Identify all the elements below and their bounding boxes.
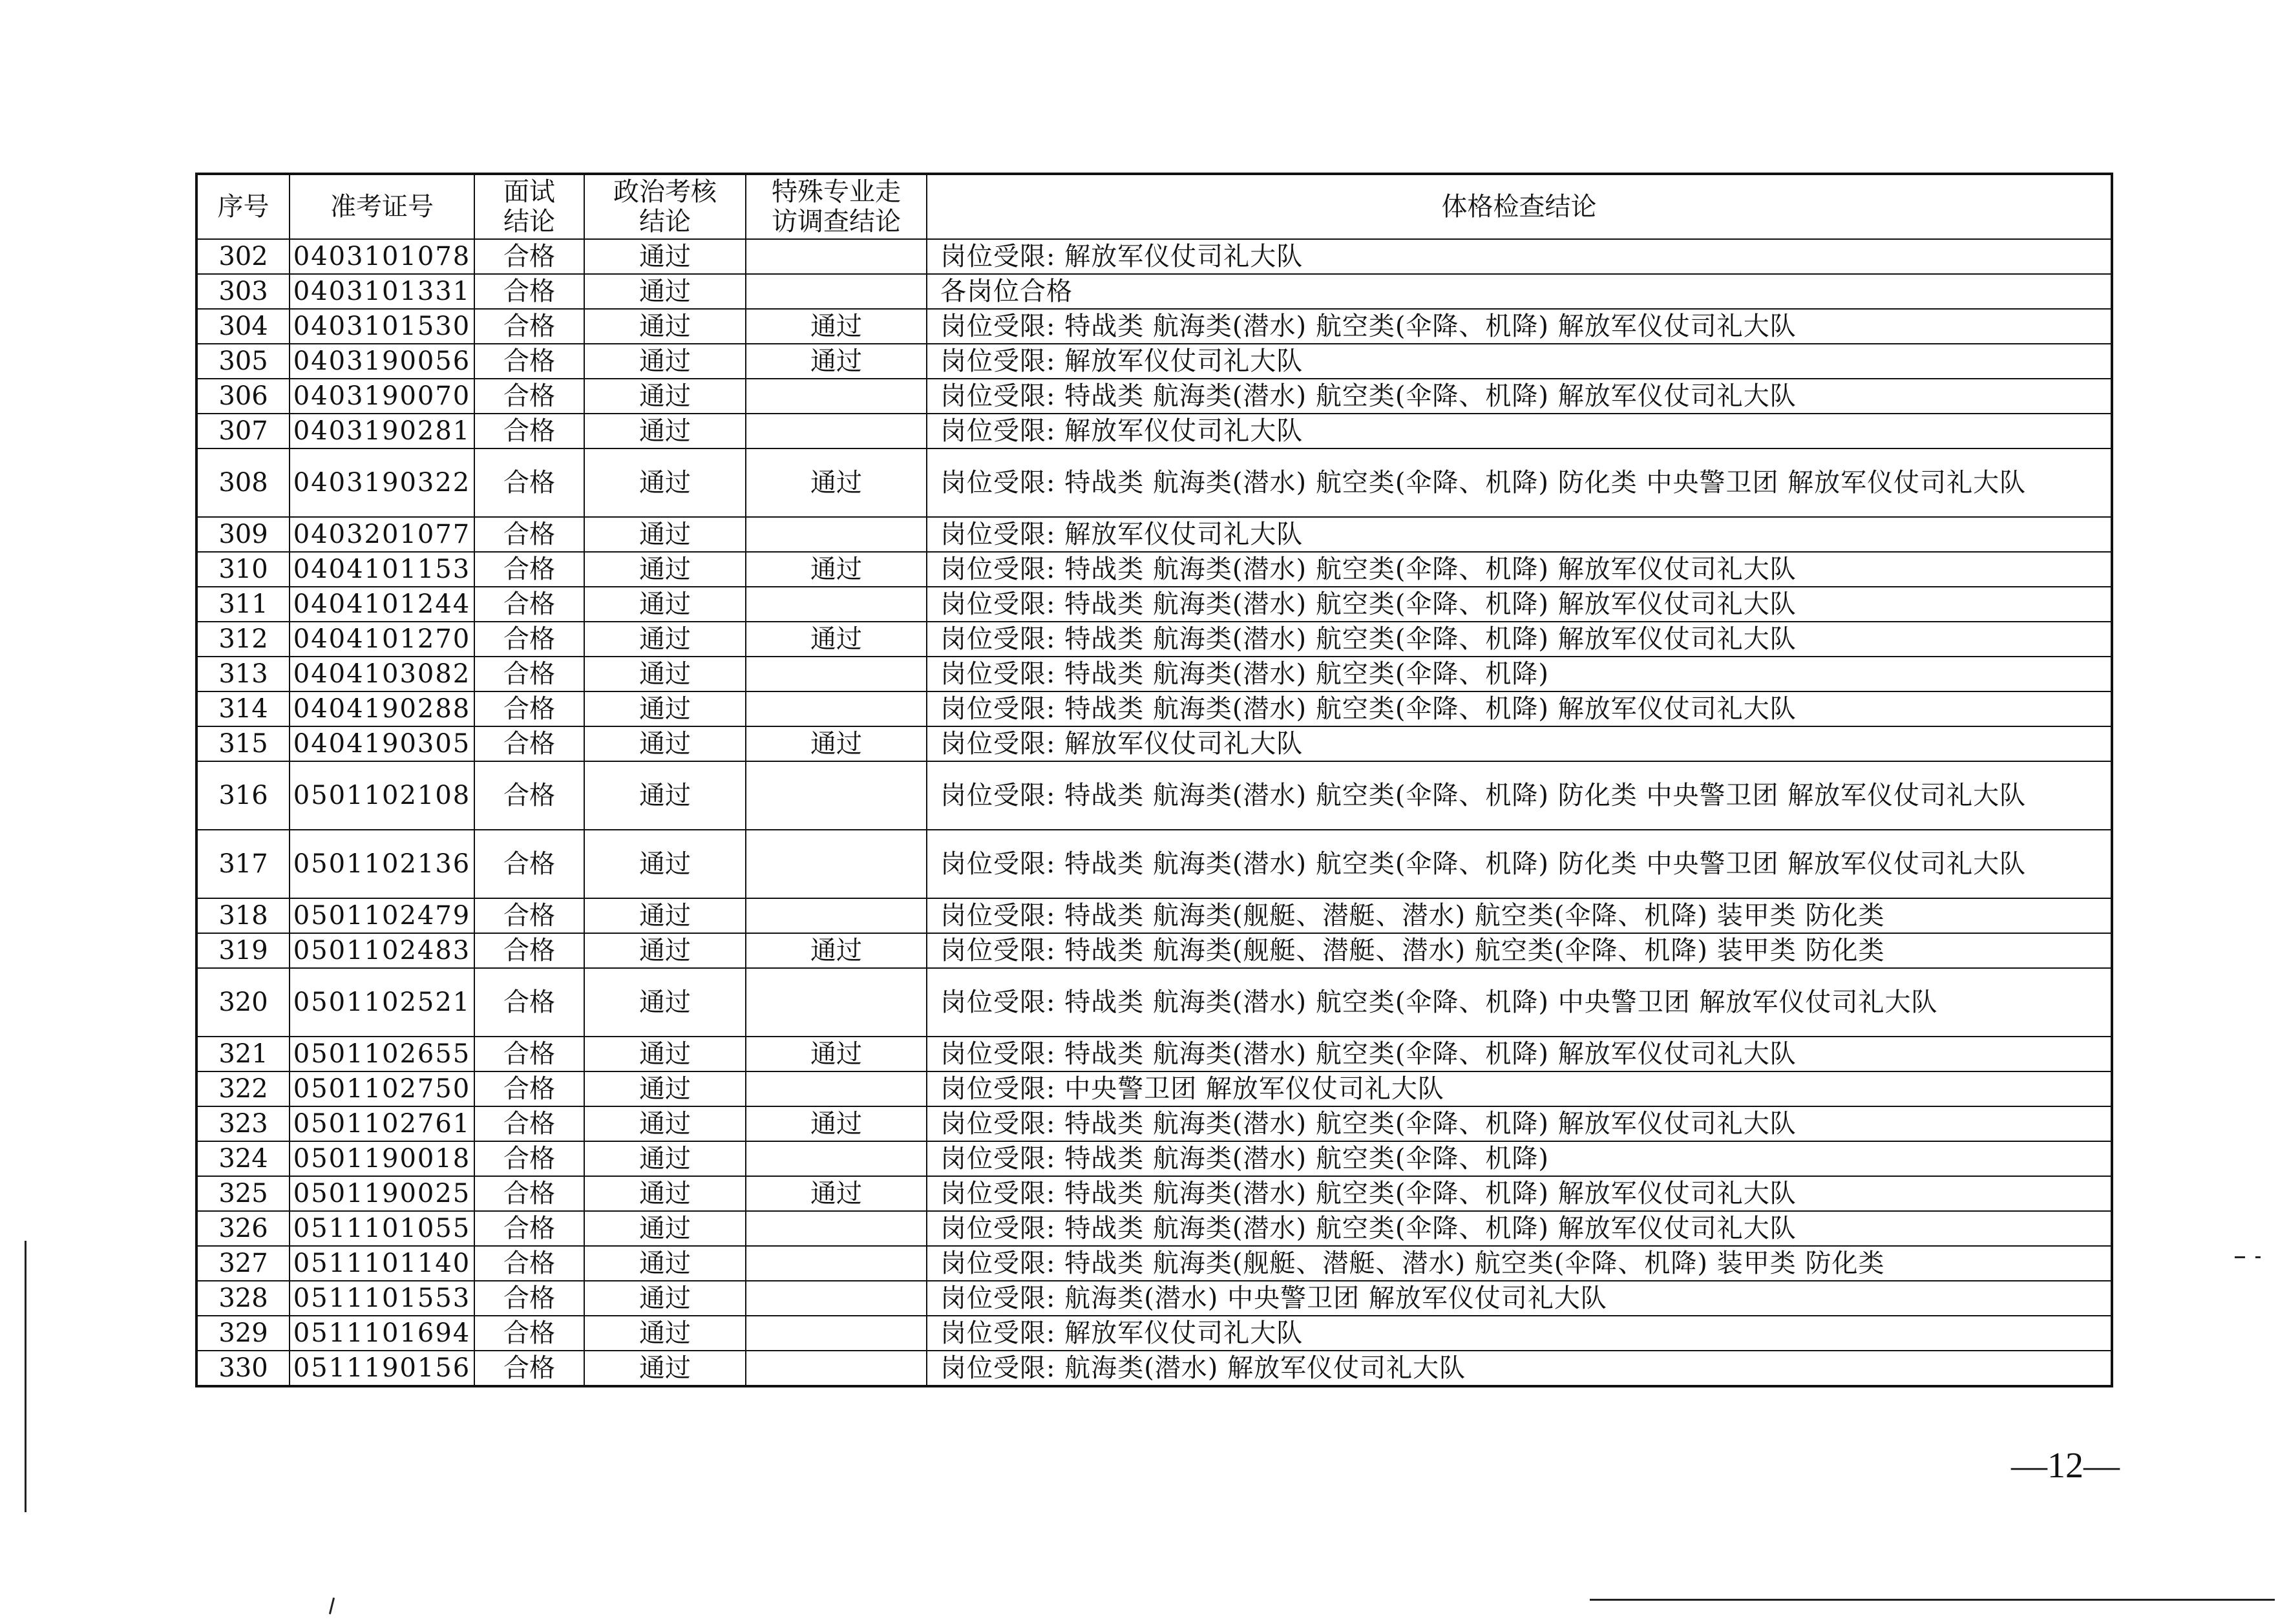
cell-exam-id: 0403101530 <box>290 309 474 344</box>
table-row <box>196 1071 2112 1106</box>
cell-political: 通过 <box>584 587 746 622</box>
cell-exam-id: 0404103082 <box>290 657 474 691</box>
cell-seq: 315 <box>196 726 290 761</box>
table-row <box>196 1351 2112 1386</box>
cell-special <box>746 414 927 448</box>
header-political <box>584 174 746 239</box>
cell-seq: 319 <box>196 933 290 968</box>
header-interview-line-1: 面试 <box>503 177 555 207</box>
cell-political: 通过 <box>584 933 746 968</box>
cell-special: 通过 <box>746 1176 927 1211</box>
cell-seq: 323 <box>196 1106 290 1141</box>
cell-interview: 合格 <box>474 344 584 379</box>
table-row <box>196 379 2112 414</box>
cell-seq: 325 <box>196 1176 290 1211</box>
cell-exam-id: 0403101078 <box>290 239 474 274</box>
cell-interview: 合格 <box>474 448 584 517</box>
table-row <box>196 726 2112 761</box>
cell-interview: 合格 <box>474 274 584 309</box>
cell-physical: 岗位受限: 解放军仪仗司礼大队 <box>927 239 2112 274</box>
header-special <box>746 174 927 239</box>
cell-special <box>746 657 927 691</box>
cell-political: 通过 <box>584 761 746 830</box>
table-row <box>196 414 2112 448</box>
cell-interview: 合格 <box>474 1351 584 1386</box>
cell-exam-id: 0403101331 <box>290 274 474 309</box>
cell-seq: 324 <box>196 1141 290 1176</box>
cell-exam-id: 0511101553 <box>290 1281 474 1316</box>
cell-interview: 合格 <box>474 622 584 657</box>
cell-seq: 307 <box>196 414 290 448</box>
table-body <box>196 239 2112 1386</box>
table-row <box>196 830 2112 898</box>
table-row <box>196 657 2112 691</box>
cell-physical: 岗位受限: 中央警卫团 解放军仪仗司礼大队 <box>927 1071 2112 1106</box>
table-row <box>196 622 2112 657</box>
cell-political: 通过 <box>584 344 746 379</box>
table-row <box>196 933 2112 968</box>
cell-special <box>746 1281 927 1316</box>
cell-political: 通过 <box>584 1211 746 1246</box>
cell-exam-id: 0501102108 <box>290 761 474 830</box>
page-number: —12— <box>2011 1446 2120 1486</box>
cell-interview: 合格 <box>474 1141 584 1176</box>
cell-political: 通过 <box>584 448 746 517</box>
cell-physical: 岗位受限: 解放军仪仗司礼大队 <box>927 344 2112 379</box>
cell-seq: 313 <box>196 657 290 691</box>
cell-exam-id: 0404190305 <box>290 726 474 761</box>
cell-physical: 岗位受限: 特战类 航海类(舰艇、潜艇、潜水) 航空类(伞降、机降) 装甲类 防化类 <box>927 933 2112 968</box>
cell-seq: 329 <box>196 1316 290 1351</box>
cell-interview: 合格 <box>474 587 584 622</box>
cell-special: 通过 <box>746 622 927 657</box>
cell-interview: 合格 <box>474 1246 584 1281</box>
cell-interview: 合格 <box>474 309 584 344</box>
cell-exam-id: 0403190322 <box>290 448 474 517</box>
cell-special <box>746 761 927 830</box>
cell-exam-id: 0501102761 <box>290 1106 474 1141</box>
scan-mark-left <box>25 1241 26 1512</box>
cell-physical: 岗位受限: 特战类 航海类(潜水) 航空类(伞降、机降) 解放军仪仗司礼大队 <box>927 1211 2112 1246</box>
cell-exam-id: 0501102750 <box>290 1071 474 1106</box>
cell-physical: 岗位受限: 航海类(潜水) 解放军仪仗司礼大队 <box>927 1351 2112 1386</box>
cell-political: 通过 <box>584 1316 746 1351</box>
cell-special: 通过 <box>746 1106 927 1141</box>
cell-physical: 岗位受限: 特战类 航海类(舰艇、潜艇、潜水) 航空类(伞降、机降) 装甲类 防化类 <box>927 1246 2112 1281</box>
cell-seq: 308 <box>196 448 290 517</box>
cell-physical: 岗位受限: 解放军仪仗司礼大队 <box>927 414 2112 448</box>
cell-exam-id: 0511101055 <box>290 1211 474 1246</box>
cell-political: 通过 <box>584 552 746 587</box>
cell-political: 通过 <box>584 239 746 274</box>
cell-political: 通过 <box>584 726 746 761</box>
cell-seq: 311 <box>196 587 290 622</box>
cell-seq: 330 <box>196 1351 290 1386</box>
cell-physical: 岗位受限: 特战类 航海类(潜水) 航空类(伞降、机降) 解放军仪仗司礼大队 <box>927 309 2112 344</box>
scan-mark-bottom <box>1590 1599 2275 1601</box>
cell-special <box>746 587 927 622</box>
cell-interview: 合格 <box>474 968 584 1037</box>
cell-seq: 322 <box>196 1071 290 1106</box>
cell-interview: 合格 <box>474 1316 584 1351</box>
cell-seq: 310 <box>196 552 290 587</box>
cell-interview: 合格 <box>474 761 584 830</box>
cell-physical: 岗位受限: 特战类 航海类(潜水) 航空类(伞降、机降) 解放军仪仗司礼大队 <box>927 1176 2112 1211</box>
cell-seq: 302 <box>196 239 290 274</box>
table-header-row <box>196 174 2112 239</box>
cell-interview: 合格 <box>474 517 584 552</box>
cell-seq: 306 <box>196 379 290 414</box>
cell-special <box>746 1246 927 1281</box>
cell-political: 通过 <box>584 691 746 726</box>
cell-physical: 岗位受限: 特战类 航海类(潜水) 航空类(伞降、机降) <box>927 1141 2112 1176</box>
cell-exam-id: 0403201077 <box>290 517 474 552</box>
cell-interview: 合格 <box>474 379 584 414</box>
table-row <box>196 1246 2112 1281</box>
cell-political: 通过 <box>584 379 746 414</box>
table-row <box>196 968 2112 1037</box>
table-row <box>196 587 2112 622</box>
cell-special <box>746 968 927 1037</box>
cell-political: 通过 <box>584 898 746 933</box>
cell-special <box>746 830 927 898</box>
table-row <box>196 1211 2112 1246</box>
cell-physical: 岗位受限: 特战类 航海类(潜水) 航空类(伞降、机降) <box>927 657 2112 691</box>
cell-political: 通过 <box>584 274 746 309</box>
cell-physical: 岗位受限: 特战类 航海类(潜水) 航空类(伞降、机降) 解放军仪仗司礼大队 <box>927 622 2112 657</box>
cell-exam-id: 0511101694 <box>290 1316 474 1351</box>
cell-political: 通过 <box>584 968 746 1037</box>
cell-seq: 320 <box>196 968 290 1037</box>
cell-physical: 岗位受限: 特战类 航海类(潜水) 航空类(伞降、机降) 解放军仪仗司礼大队 <box>927 552 2112 587</box>
cell-special: 通过 <box>746 1037 927 1071</box>
cell-seq: 312 <box>196 622 290 657</box>
cell-physical: 岗位受限: 特战类 航海类(潜水) 航空类(伞降、机降) 解放军仪仗司礼大队 <box>927 587 2112 622</box>
cell-physical: 岗位受限: 特战类 航海类(潜水) 航空类(伞降、机降) 解放军仪仗司礼大队 <box>927 691 2112 726</box>
cell-seq: 303 <box>196 274 290 309</box>
cell-exam-id: 0404190288 <box>290 691 474 726</box>
table-row <box>196 517 2112 552</box>
cell-political: 通过 <box>584 1281 746 1316</box>
cell-exam-id: 0501102655 <box>290 1037 474 1071</box>
cell-interview: 合格 <box>474 1176 584 1211</box>
cell-exam-id: 0404101270 <box>290 622 474 657</box>
cell-seq: 314 <box>196 691 290 726</box>
cell-exam-id: 0501190025 <box>290 1176 474 1211</box>
cell-seq: 328 <box>196 1281 290 1316</box>
cell-seq: 321 <box>196 1037 290 1071</box>
cell-interview: 合格 <box>474 239 584 274</box>
header-physical: 体格检查结论 <box>927 174 2112 239</box>
table-row <box>196 691 2112 726</box>
cell-special <box>746 1211 927 1246</box>
scan-mark-tick <box>329 1598 335 1614</box>
cell-special <box>746 1071 927 1106</box>
cell-physical: 岗位受限: 特战类 航海类(潜水) 航空类(伞降、机降) 解放军仪仗司礼大队 <box>927 1106 2112 1141</box>
cell-political: 通过 <box>584 1106 746 1141</box>
cell-seq: 318 <box>196 898 290 933</box>
table-row <box>196 1141 2112 1176</box>
cell-special <box>746 274 927 309</box>
table-row <box>196 1037 2112 1071</box>
scan-mark-dash <box>2235 1256 2245 1258</box>
cell-physical: 岗位受限: 特战类 航海类(潜水) 航空类(伞降、机降) 防化类 中央警卫团 解放军仪仗司礼大队 <box>927 761 2112 830</box>
cell-physical: 岗位受限: 特战类 航海类(潜水) 航空类(伞降、机降) 解放军仪仗司礼大队 <box>927 379 2112 414</box>
header-special-line-1: 特殊专业走 <box>772 177 901 207</box>
cell-interview: 合格 <box>474 691 584 726</box>
cell-interview: 合格 <box>474 898 584 933</box>
cell-exam-id: 0501102136 <box>290 830 474 898</box>
cell-political: 通过 <box>584 622 746 657</box>
cell-physical: 岗位受限: 特战类 航海类(潜水) 航空类(伞降、机降) 解放军仪仗司礼大队 <box>927 1037 2112 1071</box>
cell-seq: 309 <box>196 517 290 552</box>
cell-special <box>746 1316 927 1351</box>
cell-physical: 岗位受限: 解放军仪仗司礼大队 <box>927 726 2112 761</box>
cell-exam-id: 0403190281 <box>290 414 474 448</box>
header-interview <box>474 174 584 239</box>
table-row <box>196 239 2112 274</box>
cell-physical: 岗位受限: 特战类 航海类(潜水) 航空类(伞降、机降) 中央警卫团 解放军仪仗司礼大队 <box>927 968 2112 1037</box>
cell-physical: 岗位受限: 解放军仪仗司礼大队 <box>927 517 2112 552</box>
cell-interview: 合格 <box>474 657 584 691</box>
cell-political: 通过 <box>584 1246 746 1281</box>
table-row <box>196 344 2112 379</box>
cell-special <box>746 517 927 552</box>
cell-seq: 305 <box>196 344 290 379</box>
cell-special: 通过 <box>746 552 927 587</box>
table-row <box>196 448 2112 517</box>
cell-seq: 316 <box>196 761 290 830</box>
cell-special <box>746 239 927 274</box>
cell-physical: 岗位受限: 解放军仪仗司礼大队 <box>927 1316 2112 1351</box>
cell-exam-id: 0403190070 <box>290 379 474 414</box>
cell-interview: 合格 <box>474 1281 584 1316</box>
table-row <box>196 898 2112 933</box>
cell-seq: 326 <box>196 1211 290 1246</box>
cell-special <box>746 1141 927 1176</box>
table-row <box>196 1176 2112 1211</box>
table-row <box>196 274 2112 309</box>
cell-political: 通过 <box>584 1037 746 1071</box>
cell-exam-id: 0511190156 <box>290 1351 474 1386</box>
header-exam-id: 准考证号 <box>290 174 474 239</box>
cell-interview: 合格 <box>474 1071 584 1106</box>
cell-political: 通过 <box>584 414 746 448</box>
cell-interview: 合格 <box>474 726 584 761</box>
cell-seq: 317 <box>196 830 290 898</box>
cell-political: 通过 <box>584 830 746 898</box>
table-row <box>196 1316 2112 1351</box>
results-table <box>195 173 2113 1387</box>
cell-special <box>746 379 927 414</box>
cell-special: 通过 <box>746 726 927 761</box>
cell-seq: 304 <box>196 309 290 344</box>
cell-exam-id: 0404101153 <box>290 552 474 587</box>
cell-seq: 327 <box>196 1246 290 1281</box>
cell-special: 通过 <box>746 309 927 344</box>
header-political-line-1: 政治考核 <box>613 177 717 207</box>
cell-physical: 岗位受限: 特战类 航海类(舰艇、潜艇、潜水) 航空类(伞降、机降) 装甲类 防化类 <box>927 898 2112 933</box>
cell-interview: 合格 <box>474 933 584 968</box>
cell-political: 通过 <box>584 1176 746 1211</box>
cell-special: 通过 <box>746 933 927 968</box>
cell-special <box>746 898 927 933</box>
cell-exam-id: 0501102483 <box>290 933 474 968</box>
header-seq: 序号 <box>196 174 290 239</box>
scan-mark-dot <box>2255 1256 2261 1258</box>
cell-political: 通过 <box>584 309 746 344</box>
cell-exam-id: 0501102479 <box>290 898 474 933</box>
cell-interview: 合格 <box>474 1211 584 1246</box>
cell-special <box>746 691 927 726</box>
cell-interview: 合格 <box>474 414 584 448</box>
header-special-line-2: 访调查结论 <box>772 207 901 237</box>
table-row <box>196 552 2112 587</box>
cell-special: 通过 <box>746 448 927 517</box>
cell-exam-id: 0501102521 <box>290 968 474 1037</box>
header-interview-line-2: 结论 <box>503 207 555 237</box>
cell-interview: 合格 <box>474 552 584 587</box>
cell-physical: 各岗位合格 <box>927 274 2112 309</box>
table-row <box>196 1281 2112 1316</box>
cell-special: 通过 <box>746 344 927 379</box>
cell-political: 通过 <box>584 1071 746 1106</box>
cell-exam-id: 0511101140 <box>290 1246 474 1281</box>
cell-political: 通过 <box>584 1141 746 1176</box>
cell-physical: 岗位受限: 航海类(潜水) 中央警卫团 解放军仪仗司礼大队 <box>927 1281 2112 1316</box>
cell-political: 通过 <box>584 1351 746 1386</box>
cell-interview: 合格 <box>474 1037 584 1071</box>
cell-physical: 岗位受限: 特战类 航海类(潜水) 航空类(伞降、机降) 防化类 中央警卫团 解放军仪仗司礼大队 <box>927 448 2112 517</box>
cell-exam-id: 0403190056 <box>290 344 474 379</box>
header-political-line-2: 结论 <box>639 207 691 237</box>
cell-exam-id: 0404101244 <box>290 587 474 622</box>
cell-special <box>746 1351 927 1386</box>
cell-physical: 岗位受限: 特战类 航海类(潜水) 航空类(伞降、机降) 防化类 中央警卫团 解放军仪仗司礼大队 <box>927 830 2112 898</box>
cell-political: 通过 <box>584 657 746 691</box>
cell-interview: 合格 <box>474 1106 584 1141</box>
table-row <box>196 761 2112 830</box>
cell-political: 通过 <box>584 517 746 552</box>
table-row <box>196 309 2112 344</box>
cell-exam-id: 0501190018 <box>290 1141 474 1176</box>
cell-interview: 合格 <box>474 830 584 898</box>
table-row <box>196 1106 2112 1141</box>
